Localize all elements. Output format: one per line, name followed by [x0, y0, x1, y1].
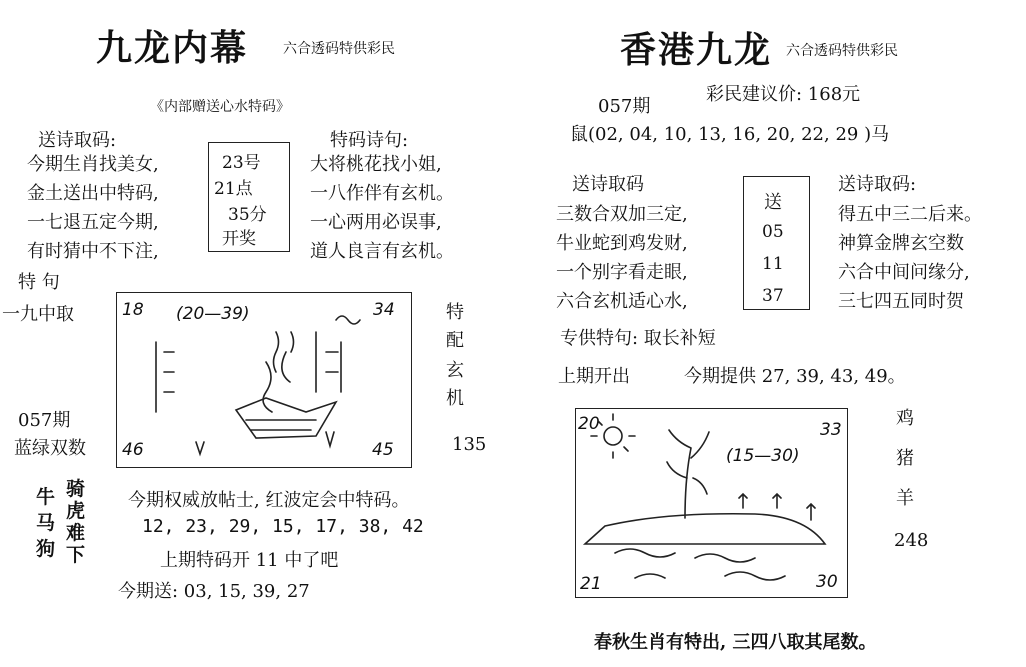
authority-line: 今期权威放帖士, 红波定会中特码。 — [128, 490, 410, 511]
last-period-line: 上期特码开 11 中了吧 — [160, 550, 339, 571]
right-period: 057期 — [598, 96, 651, 117]
special-line: 一心两用必误事, — [310, 212, 442, 233]
send-box-label: 送 — [764, 192, 782, 213]
side-number: 135 — [452, 434, 487, 455]
right-pic-bottom-right: 30 — [816, 572, 838, 592]
right-poem-line: 神算金牌玄空数 — [838, 233, 964, 254]
zodiac-char: 鸡 — [896, 408, 914, 429]
left-sketch — [116, 292, 410, 466]
zodiac-char: 羊 — [896, 488, 914, 509]
send-line: 今期送: 03, 15, 39, 27 — [118, 581, 310, 602]
left-poem-header: 送诗取码: — [38, 130, 117, 151]
time-hour: 23号 — [222, 153, 261, 173]
left-pic-top-mid: (20—39) — [176, 304, 250, 324]
left-poem-line: 今期生肖找美女, — [27, 154, 159, 175]
right-poem-line: 三七四五同时贺 — [838, 291, 964, 312]
send-box-number: 05 — [762, 222, 784, 242]
right-poem-line: 一个别字看走眼, — [556, 262, 688, 283]
right-pic-top-right: 33 — [820, 420, 842, 440]
left-special-poem — [310, 150, 454, 266]
left-poem-line: 金土送出中特码, — [27, 183, 159, 204]
last-out: 上期开出 — [558, 366, 630, 387]
special-phrase: 专供特句: 取长补短 — [560, 328, 716, 349]
right-poem-line: 六合玄机适心水, — [556, 291, 688, 312]
left-poem — [27, 150, 159, 266]
special-line: 一八作伴有玄机。 — [310, 183, 454, 204]
right-pic-top-mid: (15—30) — [726, 446, 800, 466]
side-char: 特 — [446, 302, 464, 323]
right-poem-line: 牛业蛇到鸡发财, — [556, 233, 688, 254]
right-subtitle: 六合透码特供彩民 — [786, 43, 898, 59]
send-box-number: 11 — [762, 254, 784, 274]
te-ju-value: 一九中取 — [2, 304, 74, 325]
time-draw: 开奖 — [222, 229, 256, 249]
right-footer: 春秋生肖有特出, 三四八取其尾数。 — [594, 632, 877, 653]
right-poem-line: 六合中间问缘分, — [838, 262, 970, 283]
side-char: 玄 — [446, 360, 464, 381]
send-box-number: 37 — [762, 286, 784, 306]
special-line: 大将桃花找小姐, — [310, 154, 442, 175]
left-poem-line: 一七退五定今期, — [27, 212, 159, 233]
time-clock: 21点 — [214, 179, 253, 199]
right-poem-right — [838, 200, 982, 316]
time-minute: 35分 — [228, 205, 267, 225]
left-pic-bottom-right: 45 — [372, 440, 394, 460]
zodiac-char: 猪 — [896, 448, 914, 469]
right-poem-line: 三数合双加三定, — [556, 204, 688, 225]
price: 彩民建议价: 168元 — [706, 84, 861, 105]
side-char: 机 — [446, 388, 464, 409]
right-pic-bottom-left: 21 — [580, 574, 602, 594]
left-title: 九龙内幕 — [96, 27, 249, 69]
right-sketch — [575, 408, 846, 596]
vertical-zodiac: 牛马狗 — [36, 486, 56, 560]
te-ju-label: 特 句 — [18, 272, 60, 293]
provide-line: 今期提供 27, 39, 43, 49。 — [684, 366, 906, 387]
numbers-line: 12, 23, 29, 15, 17, 38, 42 — [142, 516, 424, 537]
right-pic-top-left: 20 — [578, 414, 600, 434]
left-special-header: 特码诗句: — [330, 130, 409, 151]
rat-line: 鼠(02, 04, 10, 13, 16, 20, 22, 29 )马 — [570, 124, 890, 145]
left-pic-top-right: 34 — [373, 300, 395, 320]
right-title: 香港九龙 — [620, 29, 773, 71]
special-line: 道人良言有玄机。 — [310, 241, 454, 262]
left-subtitle: 六合透码特供彩民 — [283, 41, 395, 57]
left-poem-line: 有时猜中不下注, — [27, 241, 159, 262]
left-pic-bottom-left: 46 — [122, 440, 144, 460]
right-poem-line: 得五中三二后来。 — [838, 204, 982, 225]
color-hint: 蓝绿双数 — [14, 438, 86, 459]
right-poem-header-right: 送诗取码: — [838, 174, 917, 195]
side-char: 配 — [446, 330, 464, 351]
left-pic-top-left: 18 — [122, 300, 144, 320]
zodiac-number: 248 — [894, 530, 929, 551]
right-poem-header-left: 送诗取码 — [572, 174, 644, 195]
left-notice: 《内部赠送心水特码》 — [150, 99, 290, 115]
vertical-idiom: 骑虎难下 — [66, 478, 86, 566]
right-poem-left — [556, 200, 688, 316]
left-period: 057期 — [18, 410, 71, 431]
